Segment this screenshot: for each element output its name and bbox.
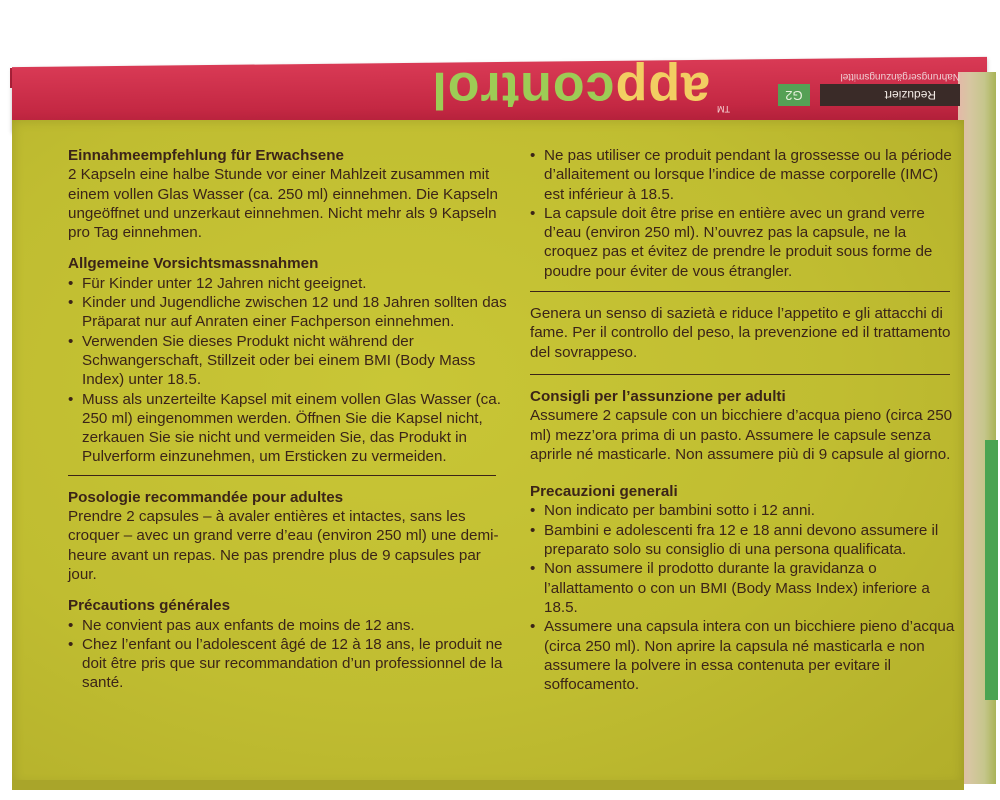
it-intro-section: [530, 304, 960, 362]
list-item: • Kinder und Jugendliche zwischen 12 und 18 Jahren sollten das Präparat nur auf Anraten einer Fachperson einnehmen.: [68, 293, 510, 332]
de-precautions-section: [68, 254, 510, 466]
list-item: • Assumere una capsula intera con un bicchiere pieno d’acqua (circa 250 ml). Non aprire la capsula né masticarla e non assumere la polvere in essa contenuta per evitare il soffocamento.: [530, 617, 960, 694]
divider: [530, 291, 950, 292]
de-dosage-section: [68, 146, 510, 242]
brand-name-part2: control: [431, 61, 615, 119]
list-item: • Non indicato per bambini sotto i 12 anni.: [530, 501, 960, 520]
brand-trademark: TM: [717, 104, 730, 114]
de-dosage-text: 2 Kapseln eine halbe Stunde vor einer Mahlzeit zusammen mit einem vollen Glas Wasser (ca. 250 ml) einnehmen. Die Kapseln ungeöffnet und unzerkaut einnehmen. Nicht mehr als 9 Kapseln pro Tag einnehmen.: [68, 166, 498, 242]
divider: [530, 374, 950, 375]
brand-name: [431, 60, 710, 120]
left-column: [68, 146, 510, 693]
brand-logo-upside-down: [80, 61, 960, 124]
divider: [68, 475, 496, 476]
de-dosage-heading: Einnahmeempfehlung für Erwachsene: [68, 147, 344, 164]
it-intro-text: Genera un senso di sazietà e riduce l’appetito e gli attacchi di fame. Per il controllo del peso, la prevenzione ed il trattamento del sovrappeso.: [530, 305, 951, 361]
de-precautions-heading: Allgemeine Vorsichtsmassnahmen: [68, 255, 319, 273]
list-item: • Bambini e adolescenti fra 12 e 18 anni devono assumere il preparato solo su consiglio di una persona qualificata.: [530, 521, 960, 560]
fr-precautions-heading: Précautions générales: [68, 597, 231, 615]
it-precautions-section: [530, 482, 960, 694]
list-item: • Verwenden Sie dieses Produkt nicht während der Schwangerschaft, Stillzeit oder bei einem BMI (Body Mass Index) unter 18.5.: [68, 332, 510, 390]
it-precautions-heading: Precauzioni generali: [530, 483, 678, 501]
fr-dosage-section: [68, 488, 510, 584]
it-dosage-text: Assumere 2 capsule con un bicchiere d’acqua pieno (circa 250 ml) mezz’ora prima di un pasto. Assumere le capsule senza aprirle né masticarle. Non assumere più di 9 capsule al giorno.: [530, 407, 953, 463]
brand-badge-number: G2: [778, 84, 810, 106]
list-item: • Für Kinder unter 12 Jahren nicht geeignet.: [68, 274, 510, 293]
brand-badge: Reduziert: [820, 84, 960, 106]
list-item: • La capsule doit être prise en entière avec un grand verre d’eau (environ 250 ml). N’ouvrez pas la capsule, ne la croquez pas et évitez de prendre le produit sous forme de poudre pour éviter de vous étrangler.: [530, 204, 960, 281]
de-precautions-list: [68, 274, 510, 467]
fr-dosage-text: Prendre 2 capsules – à avaler entières et intactes, sans les croquer – avec un grand verre d’eau (environ 250 ml) une demi-heure avant un repas. Ne pas prendre plus de 9 capsules par jour.: [68, 508, 499, 583]
brand-small-text: Nahrungsergänzungsmittel: [840, 71, 960, 82]
right-column: [530, 146, 960, 694]
it-dosage-heading: Consigli per l’assunzione per adulti: [530, 387, 786, 405]
brand-name-part1: app: [614, 61, 710, 119]
it-dosage-section: [530, 387, 960, 464]
list-item: • Non assumere il prodotto durante la gravidanza o l’allattamento o con un BMI (Body Mass Index) inferiore a 18.5.: [530, 559, 960, 617]
box-right-green-stripe: [985, 440, 998, 700]
fr-precautions-list-left: [68, 616, 510, 693]
box-bottom-edge: [12, 780, 964, 790]
list-item: • Chez l’enfant ou l’adolescent âgé de 12 à 18 ans, le produit ne doit être pris que sur recommandation d’un professionnel de la santé.: [68, 635, 510, 693]
list-item: • Ne pas utiliser ce produit pendant la grossesse ou la période d’allaitement ou lorsque l’indice de masse corporelle (IMC) est inférieur à 18.5.: [530, 146, 960, 204]
list-item: • Ne convient pas aux enfants de moins de 12 ans.: [68, 616, 510, 635]
it-precautions-list: [530, 501, 960, 694]
fr-precautions-section: [68, 596, 510, 692]
list-item: • Muss als unzerteilte Kapsel mit einem vollen Glas Wasser (ca. 250 ml) eingenommen werden. Öffnen Sie die Kapsel nicht, zerkauen Sie sie nicht und vermeiden Sie, das Produkt in Pulverform einzunehmen, um Ersticken zu vermeiden.: [68, 390, 510, 467]
fr-precautions-list-right: [530, 146, 960, 281]
fr-dosage-heading: Posologie recommandée pour adultes: [68, 488, 344, 506]
